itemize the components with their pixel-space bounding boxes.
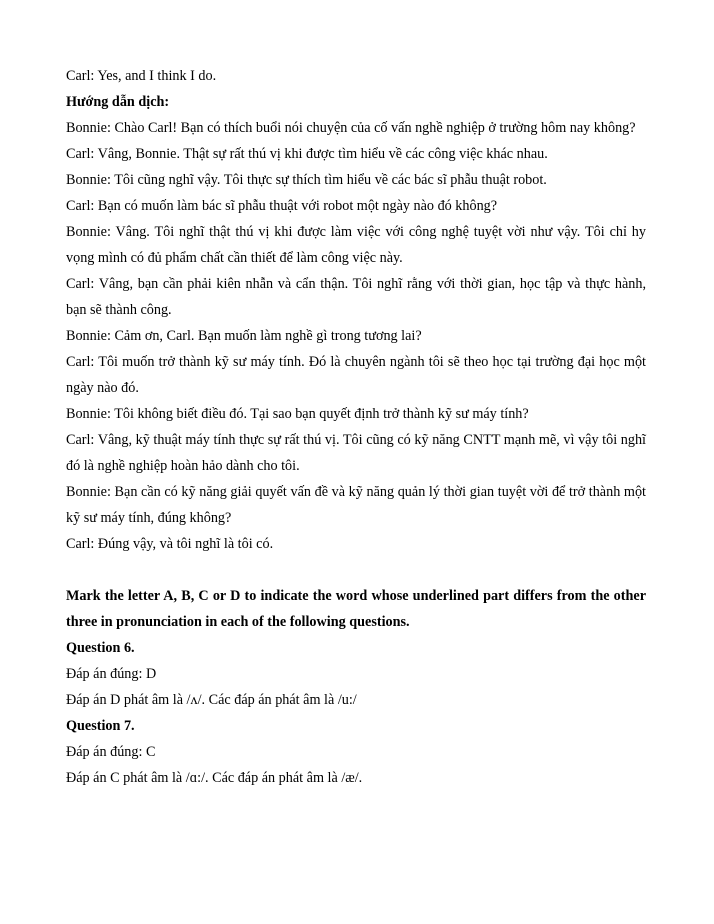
question-answer: Đáp án đúng: D — [66, 666, 157, 682]
translation-line: Bonnie: Cảm ơn, Carl. Bạn muốn làm nghề gì trong tương lai? — [66, 328, 422, 344]
translation-line: Bonnie: Tôi không biết điều đó. Tại sao bạn quyết định trở thành kỹ sư máy tính? — [66, 406, 529, 422]
question-title: Question 6. — [66, 640, 135, 656]
translation-line: Bonnie: Chào Carl! Bạn có thích buổi nói chuyện của cố vấn nghề nghiệp ở trường hôm nay không? — [66, 120, 636, 136]
translation-line: Bonnie: Tôi cũng nghĩ vậy. Tôi thực sự thích tìm hiểu về các bác sĩ phẫu thuật robot. — [66, 172, 547, 188]
section-spacer — [66, 557, 646, 583]
translation-line: Carl: Vâng, Bonnie. Thật sự rất thú vị khi được tìm hiểu về các công việc khác nhau. — [66, 146, 548, 162]
translation-line: Carl: Vâng, kỹ thuật máy tính thực sự rất thú vị. Tôi cũng có kỹ năng CNTT mạnh mẽ, vì vậy tôi nghĩ đó là nghề nghiệp hoàn hảo dành cho tôi. — [66, 432, 646, 474]
translation-line: Carl: Bạn có muốn làm bác sĩ phẫu thuật với robot một ngày nào đó không? — [66, 198, 498, 214]
question-explanation: Đáp án D phát âm là /ʌ/. Các đáp án phát âm là /u:/ — [66, 692, 357, 708]
question-title: Question 7. — [66, 718, 135, 734]
document-page — [66, 63, 646, 791]
translation-line: Bonnie: Bạn cần có kỹ năng giải quyết vấn đề và kỹ năng quản lý thời gian tuyệt vời để trở thành một kỹ sư máy tính, đúng không? — [66, 484, 646, 526]
translation-line: Carl: Tôi muốn trở thành kỹ sư máy tính. Đó là chuyên ngành tôi sẽ theo học tại trường đại học một ngày nào đó. — [66, 354, 646, 396]
translation-line: Carl: Đúng vậy, và tôi nghĩ là tôi có. — [66, 536, 274, 552]
dialogue-line: Carl: Yes, and I think I do. — [66, 68, 217, 84]
question-explanation: Đáp án C phát âm là /ɑ:/. Các đáp án phát âm là /æ/. — [66, 770, 363, 786]
translation-heading: Hướng dẫn dịch: — [66, 94, 170, 110]
translation-line: Carl: Vâng, bạn cần phải kiên nhẫn và cẩn thận. Tôi nghĩ rằng với thời gian, học tập và thực hành, bạn sẽ thành công. — [66, 276, 646, 318]
translation-line: Bonnie: Vâng. Tôi nghĩ thật thú vị khi được làm việc với công nghệ tuyệt vời như vậy. Tôi chỉ hy vọng mình có đủ phẩm chất cần thiết để làm công việc này. — [66, 224, 646, 266]
question-answer: Đáp án đúng: C — [66, 744, 156, 760]
exercise-instruction: Mark the letter A, B, C or D to indicate the word whose underlined part differs from the other three in pronunciation in each of the following questions. — [66, 588, 646, 630]
